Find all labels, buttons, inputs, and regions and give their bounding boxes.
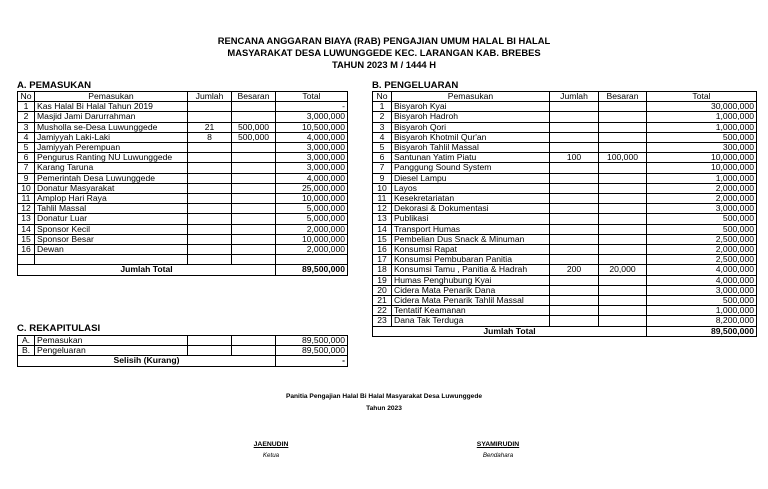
- table-cell: [550, 234, 599, 244]
- table-cell: [599, 275, 647, 285]
- table-row: [18, 163, 348, 173]
- table-row: [373, 122, 757, 132]
- table-cell: 6: [373, 153, 392, 163]
- table-row: [18, 255, 348, 265]
- table-row: [373, 275, 757, 285]
- table-cell: Humas Penghubung Kyai: [392, 275, 550, 285]
- table-cell: 300,000: [647, 143, 757, 153]
- title-line-2: MASYARAKAT DESA LUWUNGGEDE KEC. LARANGAN KAB. BREBES: [227, 47, 541, 58]
- table-cell: 2,000,000: [647, 183, 757, 193]
- expense-heading: B. PENGELUARAN: [372, 80, 459, 91]
- table-cell: [232, 112, 276, 122]
- table-cell: [550, 296, 599, 306]
- table-row: [373, 234, 757, 244]
- table-cell: [232, 245, 276, 255]
- table-row: [373, 132, 757, 142]
- table-cell: [188, 214, 232, 224]
- table-cell: Pembelian Dus Snack & Minuman: [392, 234, 550, 244]
- table-cell: 7: [373, 163, 392, 173]
- table-cell: [599, 183, 647, 193]
- table-cell: Kas Halal Bi Halal Tahun 2019: [35, 102, 188, 112]
- table-cell: 9: [373, 173, 392, 183]
- table-row: [18, 132, 348, 142]
- table-row: [373, 173, 757, 183]
- table-cell: Transport Humas: [392, 224, 550, 234]
- table-cell: B.: [18, 346, 35, 356]
- table-cell: [599, 255, 647, 265]
- total-value: 89,500,000: [647, 326, 757, 336]
- table-cell: Santunan Yatim Piatu: [392, 153, 550, 163]
- table-cell: [550, 275, 599, 285]
- table-row: [373, 153, 757, 163]
- table-cell: Panggung Sound System: [392, 163, 550, 173]
- table-cell: Tentatif Keamanan: [392, 306, 550, 316]
- table-cell: 19: [373, 275, 392, 285]
- table-cell: [599, 245, 647, 255]
- table-cell: Dana Tak Terduga: [392, 316, 550, 326]
- income-header-row: [18, 92, 348, 102]
- table-cell: [550, 102, 599, 112]
- table-cell: [232, 234, 276, 244]
- table-cell: Bisyaroh Kyai: [392, 102, 550, 112]
- table-cell: 2: [373, 112, 392, 122]
- table-cell: 89,500,000: [276, 346, 348, 356]
- table-cell: 16: [18, 245, 35, 255]
- table-cell: 200: [550, 265, 599, 275]
- table-row: [373, 306, 757, 316]
- table-cell: 3,000,000: [647, 285, 757, 295]
- table-row: [18, 234, 348, 244]
- table-row: [373, 183, 757, 193]
- table-cell: [232, 143, 276, 153]
- table-cell: Musholla se-Desa Luwunggede: [35, 122, 188, 132]
- table-cell: 15: [18, 234, 35, 244]
- table-row: [373, 204, 757, 214]
- table-row: [373, 245, 757, 255]
- table-cell: [188, 336, 232, 346]
- table-cell: Bisyaroh Qori: [392, 122, 550, 132]
- table-cell: 10,000,000: [276, 234, 348, 244]
- table-cell: [276, 255, 348, 265]
- table-cell: [599, 173, 647, 183]
- table-cell: 12: [18, 204, 35, 214]
- table-cell: 30,000,000: [647, 102, 757, 112]
- table-cell: Dewan: [35, 245, 188, 255]
- table-cell: [550, 245, 599, 255]
- table-cell: 21: [373, 296, 392, 306]
- table-cell: [188, 245, 232, 255]
- table-cell: 3,000,000: [276, 163, 348, 173]
- table-row: [18, 173, 348, 183]
- table-cell: -: [276, 102, 348, 112]
- table-cell: 10,000,000: [276, 194, 348, 204]
- table-cell: 500,000: [647, 132, 757, 142]
- table-cell: Layos: [392, 183, 550, 193]
- table-row: [18, 224, 348, 234]
- table-cell: 2,500,000: [647, 255, 757, 265]
- table-row: [18, 194, 348, 204]
- table-cell: Amplop Hari Raya: [35, 194, 188, 204]
- table-cell: [35, 255, 188, 265]
- table-cell: 22: [373, 306, 392, 316]
- signature-ketua: [211, 441, 331, 459]
- table-cell: 11: [18, 194, 35, 204]
- table-cell: [599, 112, 647, 122]
- table-cell: [188, 194, 232, 204]
- table-cell: [599, 163, 647, 173]
- table-cell: 1,000,000: [647, 112, 757, 122]
- table-cell: Pengeluaran: [35, 346, 188, 356]
- table-cell: [599, 234, 647, 244]
- column-header: Jumlah: [188, 92, 232, 102]
- table-cell: 25,000,000: [276, 183, 348, 193]
- table-cell: 15: [373, 234, 392, 244]
- table-cell: [232, 194, 276, 204]
- total-value: 89,500,000: [276, 265, 348, 275]
- column-header: Jumlah: [550, 92, 599, 102]
- table-cell: [550, 306, 599, 316]
- table-cell: Tahlil Massal: [35, 204, 188, 214]
- table-cell: [599, 122, 647, 132]
- table-cell: 500,000: [647, 224, 757, 234]
- table-cell: 500,000: [647, 296, 757, 306]
- income-heading: A. PEMASUKAN: [17, 80, 92, 91]
- table-cell: [188, 204, 232, 214]
- table-cell: 2,000,000: [276, 245, 348, 255]
- table-cell: [188, 234, 232, 244]
- table-cell: 1,000,000: [647, 306, 757, 316]
- footer-year: Tahun 2023: [366, 405, 402, 412]
- table-row: [18, 112, 348, 122]
- table-cell: [550, 285, 599, 295]
- table-cell: 3,000,000: [276, 112, 348, 122]
- column-header: Besaran: [232, 92, 276, 102]
- table-cell: [188, 224, 232, 234]
- table-cell: [188, 163, 232, 173]
- table-cell: [550, 163, 599, 173]
- table-cell: [550, 122, 599, 132]
- table-cell: 20: [373, 285, 392, 295]
- table-cell: [550, 132, 599, 142]
- column-header: Total: [647, 92, 757, 102]
- table-cell: [550, 214, 599, 224]
- table-cell: [232, 214, 276, 224]
- table-row: [373, 194, 757, 204]
- ketua-role: Ketua: [262, 452, 280, 459]
- table-cell: 3,000,000: [647, 204, 757, 214]
- table-cell: [599, 214, 647, 224]
- table-cell: 13: [18, 214, 35, 224]
- table-cell: [232, 183, 276, 193]
- table-cell: 2,000,000: [647, 245, 757, 255]
- table-cell: 1,000,000: [647, 122, 757, 132]
- table-cell: [550, 204, 599, 214]
- column-header: Total: [276, 92, 348, 102]
- table-cell: 20,000: [599, 265, 647, 275]
- table-cell: [232, 255, 276, 265]
- table-cell: [550, 194, 599, 204]
- recap-table: [17, 335, 348, 367]
- total-row: [18, 356, 348, 366]
- table-cell: 5: [373, 143, 392, 153]
- table-cell: 3,000,000: [276, 153, 348, 163]
- table-cell: [599, 102, 647, 112]
- table-cell: [188, 143, 232, 153]
- table-row: [373, 143, 757, 153]
- table-row: [18, 346, 348, 356]
- table-row: [373, 316, 757, 326]
- column-header: Pemasukan: [35, 92, 188, 102]
- table-cell: [232, 224, 276, 234]
- table-cell: [232, 204, 276, 214]
- column-header: Besaran: [599, 92, 647, 102]
- total-row: [373, 326, 757, 336]
- table-cell: 5: [18, 143, 35, 153]
- table-cell: Bisyaroh Khotmil Qur'an: [392, 132, 550, 142]
- table-cell: [188, 346, 232, 356]
- table-row: [373, 285, 757, 295]
- table-cell: Masjid Jami Darurrahman: [35, 112, 188, 122]
- table-cell: [599, 285, 647, 295]
- table-cell: 13: [373, 214, 392, 224]
- expense-header-row: [373, 92, 757, 102]
- table-cell: 4: [18, 132, 35, 142]
- table-cell: 5,000,000: [276, 204, 348, 214]
- table-cell: 10,000,000: [647, 153, 757, 163]
- table-cell: 4,000,000: [647, 275, 757, 285]
- expense-table: [372, 91, 757, 337]
- table-cell: 2,500,000: [647, 234, 757, 244]
- table-cell: Pemasukan: [35, 336, 188, 346]
- table-cell: [18, 255, 35, 265]
- bendahara-role: Bendahara: [482, 452, 514, 459]
- table-cell: Kesekretariatan: [392, 194, 550, 204]
- table-cell: Bisyaroh Hadroh: [392, 112, 550, 122]
- table-cell: 5,000,000: [276, 214, 348, 224]
- bendahara-name: SYAMIRUDIN: [476, 441, 520, 448]
- table-cell: 12: [373, 204, 392, 214]
- table-cell: [188, 112, 232, 122]
- table-cell: 6: [18, 153, 35, 163]
- table-cell: [188, 102, 232, 112]
- table-cell: 89,500,000: [276, 336, 348, 346]
- table-cell: 1,000,000: [647, 173, 757, 183]
- table-cell: 4: [373, 132, 392, 142]
- table-cell: 9: [18, 173, 35, 183]
- table-cell: 16: [373, 245, 392, 255]
- table-cell: [550, 173, 599, 183]
- table-cell: 14: [373, 224, 392, 234]
- table-cell: [550, 112, 599, 122]
- table-cell: A.: [18, 336, 35, 346]
- table-cell: Jamiyyah Perempuan: [35, 143, 188, 153]
- table-cell: Konsumsi Pembubaran Panitia: [392, 255, 550, 265]
- table-cell: 8,200,000: [647, 316, 757, 326]
- table-cell: Pemerintah Desa Luwunggede: [35, 173, 188, 183]
- table-row: [18, 245, 348, 255]
- table-row: [18, 214, 348, 224]
- table-cell: 8: [188, 132, 232, 142]
- column-header: Pemasukan: [392, 92, 550, 102]
- table-row: [18, 183, 348, 193]
- table-cell: Donatur Luar: [35, 214, 188, 224]
- table-cell: [550, 224, 599, 234]
- table-cell: 100: [550, 153, 599, 163]
- table-cell: 14: [18, 224, 35, 234]
- table-cell: Karang Taruna: [35, 163, 188, 173]
- table-cell: [550, 143, 599, 153]
- total-label: Selisih (Kurang): [18, 356, 276, 366]
- table-cell: 11: [373, 194, 392, 204]
- table-cell: 4,000,000: [276, 132, 348, 142]
- table-cell: 2,000,000: [276, 224, 348, 234]
- table-row: [373, 265, 757, 275]
- table-cell: 1: [18, 102, 35, 112]
- title-line-3: TAHUN 2023 M / 1444 H: [331, 59, 437, 70]
- table-cell: 10: [18, 183, 35, 193]
- table-row: [373, 214, 757, 224]
- table-cell: [599, 194, 647, 204]
- table-cell: Sponsor Kecil: [35, 224, 188, 234]
- table-cell: [188, 153, 232, 163]
- table-cell: [599, 306, 647, 316]
- table-cell: [599, 316, 647, 326]
- table-cell: 3,000,000: [276, 143, 348, 153]
- table-cell: [188, 173, 232, 183]
- table-cell: [599, 132, 647, 142]
- table-cell: Pengurus Ranting NU Luwunggede: [35, 153, 188, 163]
- table-cell: 3: [18, 122, 35, 132]
- table-row: [373, 296, 757, 306]
- column-header: No: [18, 92, 35, 102]
- table-row: [373, 112, 757, 122]
- table-cell: 100,000: [599, 153, 647, 163]
- table-row: [18, 153, 348, 163]
- table-cell: 2: [18, 112, 35, 122]
- table-cell: 3: [373, 122, 392, 132]
- table-cell: [232, 153, 276, 163]
- signature-bendahara: [438, 441, 558, 459]
- table-cell: [232, 346, 276, 356]
- table-cell: [550, 316, 599, 326]
- table-cell: 500,000: [232, 122, 276, 132]
- table-cell: 500,000: [647, 214, 757, 224]
- total-row: [18, 265, 348, 275]
- table-cell: 10,500,000: [276, 122, 348, 132]
- table-row: [373, 163, 757, 173]
- table-cell: 2,000,000: [647, 194, 757, 204]
- footer-committee: Panitia Pengajian Halal Bi Halal Masyarakat Desa Luwunggede: [285, 393, 483, 400]
- table-cell: Cidera Mata Penarik Tahlil Massal: [392, 296, 550, 306]
- total-label: Jumlah Total: [373, 326, 647, 336]
- table-cell: Dekorasi & Dokumentasi: [392, 204, 550, 214]
- table-cell: Donatur Masyarakat: [35, 183, 188, 193]
- table-cell: 23: [373, 316, 392, 326]
- column-header: No: [373, 92, 392, 102]
- table-cell: [550, 183, 599, 193]
- table-cell: 18: [373, 265, 392, 275]
- table-row: [373, 102, 757, 112]
- table-cell: [599, 143, 647, 153]
- table-cell: Sponsor Besar: [35, 234, 188, 244]
- table-cell: [232, 336, 276, 346]
- table-cell: Publikasi: [392, 214, 550, 224]
- table-cell: 10,000,000: [647, 163, 757, 173]
- table-cell: 17: [373, 255, 392, 265]
- ketua-name: JAENUDIN: [253, 441, 289, 448]
- table-row: [373, 224, 757, 234]
- income-table: [17, 91, 348, 276]
- table-cell: Jamiyyah Laki-Laki: [35, 132, 188, 142]
- table-cell: 4,000,000: [276, 173, 348, 183]
- table-cell: 21: [188, 122, 232, 132]
- table-cell: [599, 296, 647, 306]
- total-label: Jumlah Total: [18, 265, 276, 275]
- table-row: [18, 122, 348, 132]
- recap-heading: C. REKAPITULASI: [17, 323, 101, 334]
- table-cell: [188, 183, 232, 193]
- table-row: [18, 143, 348, 153]
- title-line-1: RENCANA ANGGARAN BIAYA (RAB) PENGAJIAN UMUM HALAL BI HALAL: [217, 35, 551, 46]
- total-value: -: [276, 356, 348, 366]
- table-cell: 10: [373, 183, 392, 193]
- table-cell: [550, 255, 599, 265]
- table-cell: 500,000: [232, 132, 276, 142]
- table-row: [18, 336, 348, 346]
- table-cell: Bisyaroh Tahlil Massal: [392, 143, 550, 153]
- table-cell: [232, 102, 276, 112]
- table-cell: Konsumsi Rapat: [392, 245, 550, 255]
- table-row: [373, 255, 757, 265]
- table-cell: [599, 224, 647, 234]
- table-cell: [232, 163, 276, 173]
- table-cell: 1: [373, 102, 392, 112]
- table-cell: 7: [18, 163, 35, 173]
- table-cell: Konsumsi Tamu , Panitia & Hadrah: [392, 265, 550, 275]
- table-cell: [232, 173, 276, 183]
- table-cell: Cidera Mata Penarik Dana: [392, 285, 550, 295]
- table-cell: 4,000,000: [647, 265, 757, 275]
- table-cell: [188, 255, 232, 265]
- table-cell: [599, 204, 647, 214]
- table-row: [18, 204, 348, 214]
- table-row: [18, 102, 348, 112]
- table-cell: Diesel Lampu: [392, 173, 550, 183]
